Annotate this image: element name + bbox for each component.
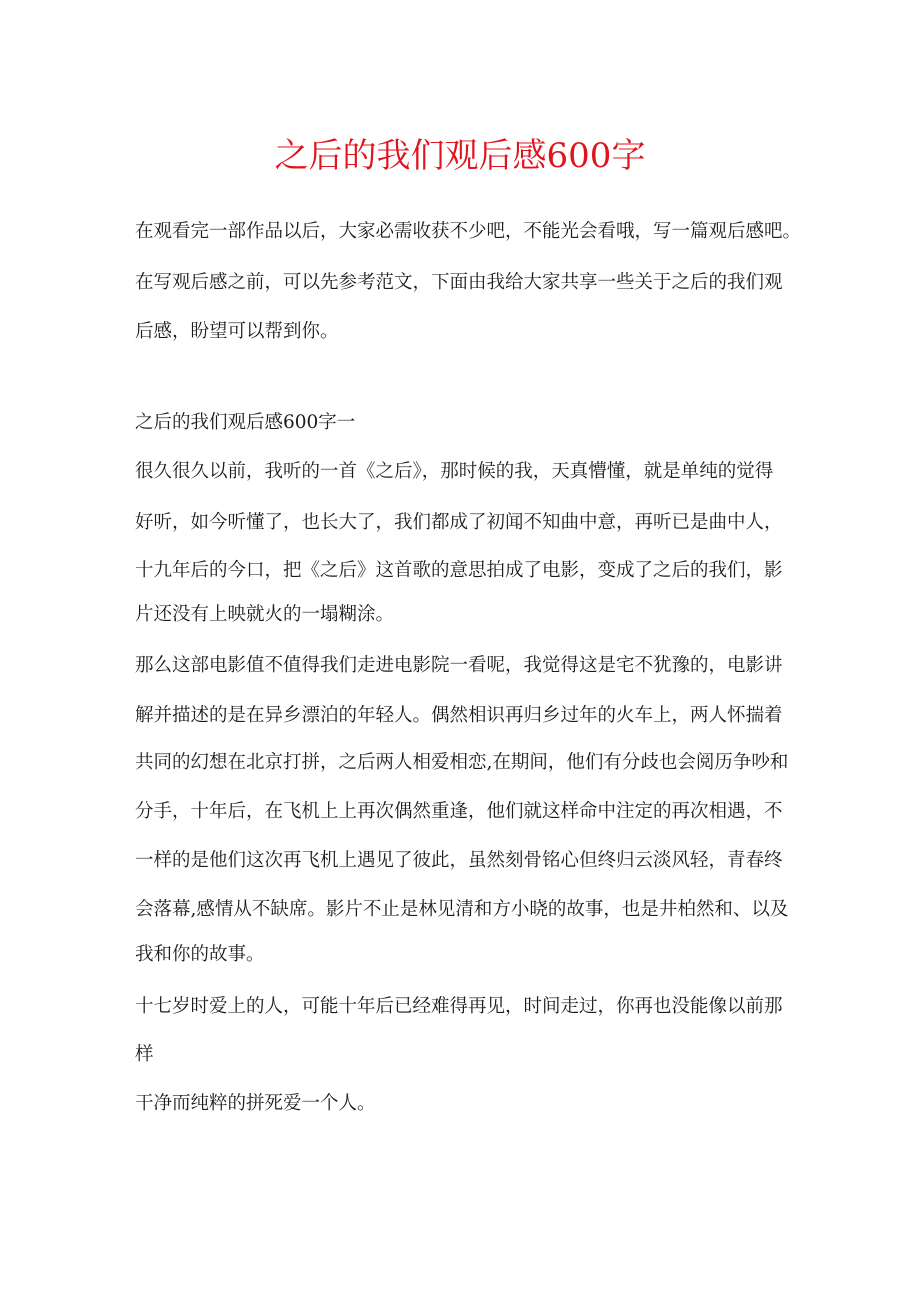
body-line: 共同的幻想在北京打拼，之后两人相爱相恋,在期间，他们有分歧也会阅历争吵和	[135, 752, 789, 773]
body-line: 会落幕,感情从不缺席。影片不止是林见清和方小晓的故事，也是井柏然和、以及	[135, 899, 789, 920]
body-line: 片还没有上映就火的一塌糊涂。	[135, 604, 395, 625]
intro-line-2: 在写观后感之前，可以先参考范文，下面由我给大家共享一些关于之后的我们观	[135, 272, 783, 293]
body-line: 分手，十年后，在飞机上上再次偶然重逢，他们就这样命中注定的再次相遇，不	[135, 801, 783, 822]
body-line: 解并描述的是在异乡漂泊的年轻人。偶然相识再归乡过年的火车上，两人怀揣着	[135, 705, 783, 726]
body-line: 我和你的故事。	[135, 944, 265, 965]
page-title: 之后的我们观后感600字	[274, 136, 646, 176]
body-line: 十七岁时爱上的人，可能十年后已经难得再见，时间走过，你再也没能像以前那	[135, 996, 783, 1017]
body-line: 样	[135, 1044, 154, 1065]
body-line: 一样的是他们这次再飞机上遇见了彼此，虽然刻骨铭心但终归云淡风轻，青春终	[135, 850, 783, 871]
body-line: 好听，如今听懂了，也长大了，我们都成了初闻不知曲中意，再听已是曲中人，	[135, 512, 783, 533]
body-line: 很久很久以前，我听的一首《之后》，那时候的我，天真懵懂，就是单纯的觉得	[135, 461, 774, 482]
intro-line-1: 在观看完一部作品以后，大家必需收获不少吧，不能光会看哦，写一篇观后感吧。	[135, 221, 802, 242]
intro-line-3: 后感，盼望可以帮到你。	[135, 321, 339, 342]
body-line: 十九年后的今口，把《之后》这首歌的意思拍成了电影，变成了之后的我们，影	[135, 560, 783, 581]
body-line: 干净而纯粹的拼死爱一个人。	[135, 1093, 376, 1114]
body-line: 那么这部电影值不值得我们走进电影院一看呢，我觉得这是宅不犹豫的，电影讲	[135, 655, 783, 676]
section-heading: 之后的我们观后感600字一	[135, 412, 356, 433]
